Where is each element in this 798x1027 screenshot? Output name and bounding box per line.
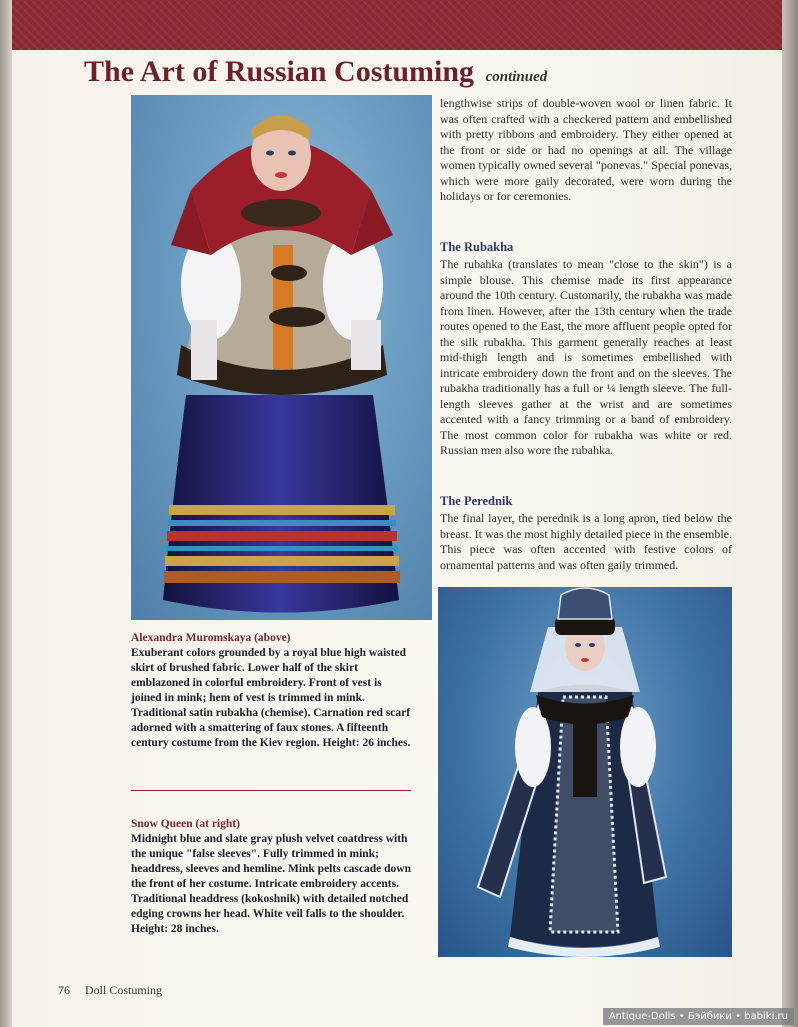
watermark-badge: Antique-Dolls • Бэйбики • babiki.ru: [603, 1008, 794, 1025]
perednik-heading: The Perednik: [440, 494, 513, 508]
alexandra-doll-photo: [131, 95, 432, 620]
snow-queen-caption: [131, 817, 411, 937]
intro-paragraph: lengthwise strips of double-woven wool or linen fabric. It was often crafted with a checkered pattern and embellished with pretty ribbons and embroidery. They either opened at the front or side or had no openings at all. The village women typically owned several "ponevas." Special ponevas, which were more gaily decorated, were worn during the holidays or for ceremonies.: [440, 96, 732, 203]
page-title: [84, 55, 547, 89]
decorative-header-band: [12, 0, 782, 50]
title-text: The Art of Russian Costuming: [84, 55, 475, 88]
page-number: 76: [58, 983, 70, 997]
page-gutter-shadow: [0, 0, 12, 1027]
caption-divider: [131, 790, 411, 791]
snow-queen-doll-photo: [438, 587, 732, 957]
alexandra-caption-text: Exuberant colors grounded by a royal blue high waisted skirt of brushed fabric. Lower half of the skirt emblazoned in colorful embroidery. Front of vest is joined in mink; hem of vest is trimmed in mink. Traditional satin rubakha (chemise). Carnation red scarf adorned with a smattering of faux stones. A fifteenth century costume from the Kiev region. Height: 26 inches.: [131, 647, 411, 749]
rubakha-heading: The Rubakha: [440, 240, 514, 254]
page-footer: [58, 983, 162, 998]
footer-section: Doll Costuming: [85, 983, 163, 997]
alexandra-caption-title: Alexandra Muromskaya (above): [131, 632, 291, 644]
page-edge: [782, 0, 798, 1027]
title-suffix: continued: [485, 69, 548, 85]
alexandra-caption: [131, 631, 411, 751]
snow-queen-caption-title: Snow Queen (at right): [131, 818, 240, 830]
rubakha-paragraph: The rubahka (translates to mean "close to the skin") is a simple blouse. This chemise made its first appearance around the 10th century. Customarily, the rubakha was made from linen. However, after the 13th century when the trade routes opened to the East, the more affluent people opted for the silk rubakha. This garment generally reaches at least mid-thigh length and is sometimes embellished with intricate embroidery down the front and on the sleeves. The rubakha traditionally has a full or ¼ length sleeve. The full-length sleeves gather at the wrist and are sometimes accented with a fancy trimming or a band of embroidery. The most common color for rubakha was white or red. Russian men also wore the rubahka.: [440, 257, 732, 457]
perednik-paragraph: The final layer, the perednik is a long apron, tied below the breast. It was the most highly detailed piece in the ensemble. This piece was often accented with festive colors of ornamental patterns and was often gaily trimmed.: [440, 511, 732, 572]
snow-queen-caption-text: Midnight blue and slate gray plush velvet coatdress with the unique "false sleeves". Fully trimmed in mink; headdress, sleeves and hemline. Mink pelts cascade down the front of her costume. Intricate embroidery accents. Traditional headdress (kokoshnik) with detailed notched edging crowns her head. White veil falls to the shoulder. Height: 28 inches.: [131, 833, 411, 935]
